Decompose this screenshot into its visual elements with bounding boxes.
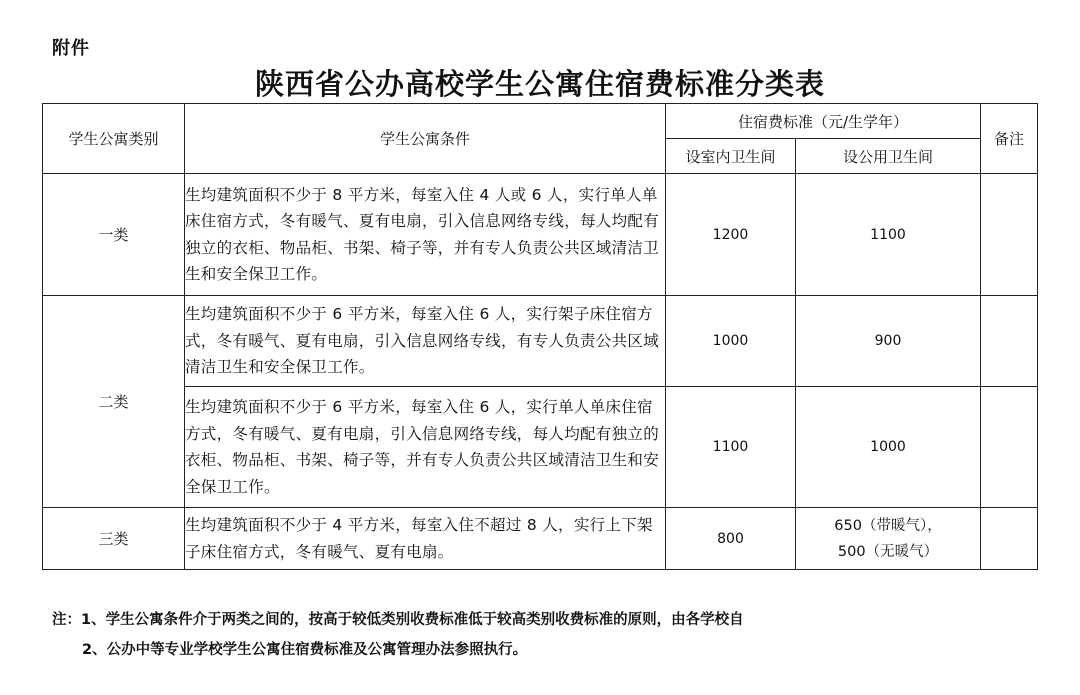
- attachment-label: 附件: [52, 38, 90, 59]
- header-condition: 学生公寓条件: [185, 104, 666, 174]
- shared-bath-fee: 1100: [796, 174, 981, 296]
- table-row: [43, 387, 1038, 508]
- category-cell: 一类: [43, 174, 185, 296]
- shared-bath-fee: [796, 508, 981, 570]
- header-remarks: 备注: [981, 104, 1038, 174]
- page-title: 陕西省公办高校学生公寓住宿费标准分类表: [254, 67, 825, 101]
- private-bath-fee: 1000: [666, 296, 796, 387]
- remarks-cell: [981, 174, 1038, 296]
- header-private-bath: 设室内卫生间: [666, 139, 796, 174]
- shared-bath-fee: 900: [796, 296, 981, 387]
- private-bath-fee: 1100: [666, 387, 796, 508]
- remarks-cell: [981, 296, 1038, 387]
- private-bath-fee: 800: [666, 508, 796, 570]
- header-fee-standard: 住宿费标准（元/生学年）: [666, 104, 981, 139]
- header-shared-bath: 设公用卫生间: [796, 139, 981, 174]
- remarks-cell: [981, 508, 1038, 570]
- table-row: [43, 174, 1038, 296]
- table-row: [43, 508, 1038, 570]
- category-cell: 二类: [43, 296, 185, 508]
- footnote-2: 2、公办中等专业学校学生公寓住宿费标准及公寓管理办法参照执行。: [82, 642, 528, 658]
- fee-standard-table: [42, 103, 1038, 570]
- condition-cell: 生均建筑面积不少于 6 平方米，每室入住 6 人，实行单人单床住宿方式，冬有暖气、夏有电扇，引入信息网络专线，每人均配有独立的衣柜、物品柜、书架、椅子等，并有专人负责公共区域清洁卫生和安全保卫工作。: [185, 387, 666, 508]
- header-row: [43, 104, 1038, 139]
- footnote-1: 注：1、学生公寓条件介于两类之间的，按高于较低类别收费标准低于较高类别收费标准的原则，由各学校自: [52, 612, 744, 628]
- category-cell: 三类: [43, 508, 185, 570]
- condition-cell: 生均建筑面积不少于 8 平方米，每室入住 4 人或 6 人，实行单人单床住宿方式，冬有暖气、夏有电扇，引入信息网络专线，每人均配有独立的衣柜、物品柜、书架、椅子等，并有专人负责公共区域清洁卫生和安全保卫工作。: [185, 174, 666, 296]
- table-row: [43, 296, 1038, 387]
- remarks-cell: [981, 387, 1038, 508]
- footnotes: [52, 605, 744, 665]
- condition-cell: 生均建筑面积不少于 6 平方米，每室入住 6 人，实行架子床住宿方式，冬有暖气、夏有电扇，引入信息网络专线，有专人负责公共区域清洁卫生和安全保卫工作。: [185, 296, 666, 387]
- private-bath-fee: 1200: [666, 174, 796, 296]
- shared-bath-fee-heated: 650（带暖气），: [834, 517, 942, 534]
- shared-bath-fee: 1000: [796, 387, 981, 508]
- header-category: 学生公寓类别: [43, 104, 185, 174]
- shared-bath-fee-unheated: 500（无暖气）: [837, 543, 939, 560]
- condition-cell: 生均建筑面积不少于 4 平方米，每室入住不超过 8 人，实行上下架子床住宿方式，冬有暖气、夏有电扇。: [185, 508, 666, 570]
